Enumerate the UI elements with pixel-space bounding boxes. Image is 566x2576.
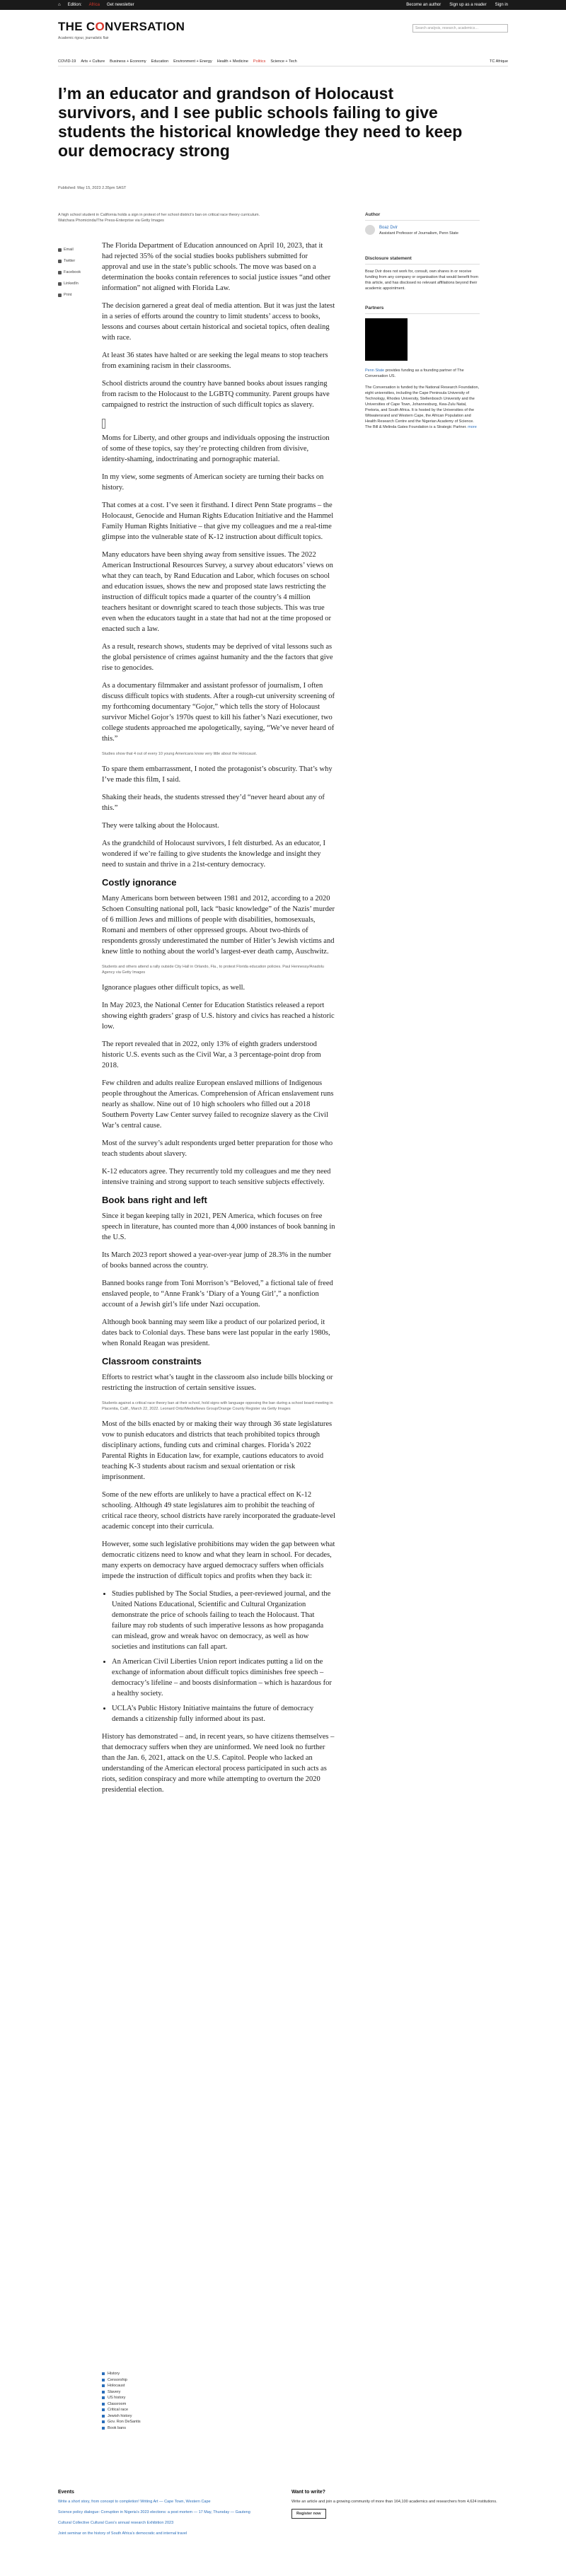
write-heading: Want to write? <box>291 2490 325 2495</box>
top-bar <box>0 0 566 10</box>
hero-credit: Watchara Phomicinda/The Press-Enterprise via Getty Images <box>58 219 164 223</box>
sign-in-link[interactable]: Sign in <box>495 3 508 7</box>
image-icon <box>102 419 105 429</box>
paragraph: Few children and adults realize European enslaved millions of Indigenous people throughout the Americas. Comprehension of African enslavement runs nearly as shallow. Nine out of 10 high schoolers who filled out a 2018 Southern Poverty Law Center survey failed to recognize slavery as the Civil War’s central cause. <box>102 1079 334 1130</box>
sidebar <box>365 212 480 444</box>
tag-icon <box>102 2372 105 2375</box>
register-button[interactable]: Register now <box>291 2509 326 2519</box>
event-item[interactable]: Write a short story, from concept to completion! Writing Art — Cape Town, Western Cape <box>58 2500 211 2504</box>
paragraph: The decision garnered a great deal of media attention. But it was just the latest in a series of efforts around the country to limit students’ access to books, lessons and courses about certain historical and societal topics, often dealing with race. <box>102 302 335 342</box>
paragraph: Some of the new efforts are unlikely to have a practical effect on K-12 schooling. Although 49 state legislatures aim to prohibit the teaching of critical race theory, school districts have rarely incorporated the graduate-level academic concept into their curricula. <box>102 1491 335 1531</box>
paragraph: History has demonstrated – and, in recent years, so have citizens themselves – that democracy suffers when they are uninformed. We need look no further than the Jan. 6, 2021, attack on the U.S. Capitol. People who lacked an understanding of the American electoral process participated in such acts as riots, sedition conspiracy and more while attempting to overturn the 2020 presidential election. <box>102 1733 335 1794</box>
nav-item-business[interactable]: Business + Economy <box>110 59 146 64</box>
event-item[interactable]: Science policy dialogue: Corruption in Nigeria’s 2023 elections: a post mortem — 17 May, Thursday — Gauteng <box>58 2510 250 2514</box>
paragraph: Banned books range from Toni Morrison’s “Beloved,” a fictional tale of freed enslaved people, to “Anne Frank’s ‘Diary of a Young Girl’,” a nonfiction account of a Jewish girl’s life under Nazi occupation. <box>102 1280 333 1309</box>
list-item: • UCLA’s Public History Initiative maintains the future of democracy demands a citizenship fully informed about its past. <box>112 1703 335 1724</box>
event-item[interactable]: Cultural Collective Cultural Cues’s annual research Exhibition 2023 <box>58 2521 174 2525</box>
paragraph: As the grandchild of Holocaust survivors, I felt disturbed. As an educator, I wondered if we’re failing to give students the knowledge and insight they need to sustain and thrive in a 21st-century democracy. <box>102 840 325 869</box>
share-tools <box>58 244 86 301</box>
embedded-image-placeholder <box>102 417 335 429</box>
facebook-icon <box>58 271 62 274</box>
print-icon <box>58 294 62 297</box>
write-text: Write an article and join a growing community of more than 164,100 academics and researchers from 4,624 institutions. <box>291 2500 497 2504</box>
paragraph: They were talking about the Holocaust. <box>102 822 219 830</box>
paragraph: Its March 2023 report showed a year-over-year jump of 28.3% in the number of books banned across the country. <box>102 1251 332 1270</box>
nav-item-education[interactable]: Education <box>151 59 169 64</box>
paragraph: To spare them embarrassment, I noted the protagonist’s obscurity. That’s why I’ve made this film, I said. <box>102 765 333 784</box>
paragraph: School districts around the country have banned books about issues ranging from racism to the Holocaust to the LGBTQ community. Parent groups have campaigned to restrict the instruction of such difficult topics as slavery. <box>102 380 330 409</box>
tag-link[interactable]: Censorship <box>102 2377 141 2384</box>
tag-link[interactable]: US history <box>102 2395 141 2401</box>
disclosure-heading: Disclosure statement <box>365 256 480 265</box>
publish-date: Published: May 15, 2023 2.35pm SAST <box>58 186 127 190</box>
tag-icon <box>102 2384 105 2387</box>
tag-link[interactable]: Critical race <box>102 2407 141 2413</box>
edition-label: Edition: <box>67 3 82 7</box>
paragraph: Many educators have been shying away from sensitive issues. The 2022 American Instructional Resources Survey, a survey about educators’ views on what they can teach, by Rand Education and Labor, which focuses on school and education issues, shows the new and proposed state laws restricting the instruction of difficult topics made a quarter of the country’s 4 million teachers hesitant or downright scared to teach those subjects. This was true even when the educators taught in a state that had not at the time proposed or enacted such a law. <box>102 551 333 633</box>
tag-link[interactable]: Classroom <box>102 2401 141 2408</box>
paragraph: Moms for Liberty, and other groups and individuals opposing the instruction of some of these topics, say they’re protecting children from divisive, identity-shaming, indoctrinating and pornographic material. <box>102 434 330 463</box>
nav-item-covid[interactable]: COVID-19 <box>58 59 76 64</box>
tag-link[interactable]: Jewish history <box>102 2413 141 2420</box>
edition-selector[interactable]: Africa <box>88 3 100 7</box>
author-role: Assistant Professor of Journalism, Penn State <box>379 231 458 236</box>
author-heading: Author <box>365 212 480 221</box>
article-tags <box>102 2371 141 2431</box>
search-input[interactable] <box>412 24 508 33</box>
paragraph: The Florida Department of Education announced on April 10, 2023, that it had rejected 35% of the social studies books publishers submitted for approval and use in the state’s public schools. The move was based on a determination the books contain references to social justice issues “and other information” not aligned with Florida Law. <box>102 242 331 292</box>
get-newsletter-link[interactable]: Get newsletter <box>106 3 134 7</box>
linkedin-icon <box>58 282 62 286</box>
home-icon[interactable]: ⌂ <box>58 3 61 7</box>
paragraph: The report revealed that in 2022, only 13% of eighth graders understood historic U.S. events such as the Civil War, a 3 percentage-point drop from 2018. <box>102 1040 321 1069</box>
nav-item-health[interactable]: Health + Medicine <box>216 59 248 64</box>
paragraph: K-12 educators agree. They recurrently told my colleagues and me they need intensive training and strong support to teach sensitive subjects effectively. <box>102 1168 331 1186</box>
paragraph: At least 36 states have halted or are seeking the legal means to stop teachers from examining racism in their classrooms. <box>102 352 328 370</box>
sign-up-link[interactable]: Sign up as a reader <box>449 3 487 7</box>
bullet-list <box>112 1589 335 1724</box>
tag-icon <box>102 2391 105 2394</box>
events-section <box>58 2490 270 2541</box>
disclosure-text: Boaz Dvir does not work for, consult, own shares in or receive funding from any company or organisation that would benefit from this article, and has disclosed no relevant affiliations beyond their academic appointment. <box>365 269 478 291</box>
author-card[interactable] <box>365 225 480 236</box>
paragraph: Many Americans born between between 1981 and 2012, according to a 2020 Schoen Consulting national poll, lack “basic knowledge” of the Nazis’ murder of 6 million Jews and millions of people with disabilities, homosexuals, Romani and members of other oppressed groups. About two-thirds of respondents grossly underestimated the number of Hitler’s Jewish victims and knew little to nothing about the world’s largest-ever death camp, Auschwitz. <box>102 895 335 956</box>
tag-icon <box>102 2408 105 2411</box>
events-heading: Events <box>58 2490 74 2495</box>
tag-icon <box>102 2403 105 2406</box>
paragraph: However, some such legislative prohibitions may widen the gap between what democratic citizens need to know and what they learn in school. For decades, many experts on democracy have argued democracy suffers when officials impede the instruction of difficult topics and profits when they back it: <box>102 1541 335 1580</box>
share-print[interactable]: Print <box>58 289 86 301</box>
partner-text: provides funding as a founding partner of The Conversation US. <box>365 369 464 378</box>
paragraph: That comes at a cost. I’ve seen it firsthand. I direct Penn State programs – the Holocaust, Genocide and Human Rights Education Initiative and the Hammel Family Human Rights Initiative – that give my colleagues and me a real-time glimpse into the vulnerable state of K-12 instruction about difficult topics. <box>102 501 334 541</box>
tag-link[interactable]: Holocaust <box>102 2383 141 2389</box>
hero-caption <box>58 212 355 224</box>
event-item[interactable]: Joint seminar on the history of South Africa’s democratic and internal travel <box>58 2531 187 2536</box>
paragraph: As a result, research shows, students may be deprived of vital lessons such as the global persistence of crimes against humanity and the the factors that give rise to genocides. <box>102 643 333 672</box>
nav-item-environment[interactable]: Environment + Energy <box>173 59 212 64</box>
share-linkedin[interactable]: LinkedIn <box>58 278 86 289</box>
figure-caption: Students and others attend a rally outside City Hall in Orlando, Fla., to protest Florida education policies. Paul Hennessy/Anadolu Agency via Getty Images <box>102 965 324 975</box>
become-author-link[interactable]: Become an author <box>406 3 441 7</box>
section-heading: Book bans right and left <box>102 1195 207 1205</box>
partners-section <box>365 306 480 430</box>
paragraph: In May 2023, the National Center for Education Statistics released a report showing eighth graders’ grasp of U.S. history and civics has reached a historic low. <box>102 1002 335 1031</box>
section-heading: Costly ignorance <box>102 877 177 888</box>
section-nav <box>58 57 508 66</box>
tag-link[interactable]: Slavery <box>102 2389 141 2396</box>
tag-link[interactable]: Book bans <box>102 2425 141 2432</box>
section-heading: Classroom constraints <box>102 1356 202 1367</box>
tag-icon <box>102 2379 105 2381</box>
share-twitter[interactable]: Twitter <box>58 255 86 267</box>
article-title: I’m an educator and grandson of Holocaust survivors, and I see public schools failing to give students the historical knowledge they need to keep our democracy strong <box>58 84 463 160</box>
figure-caption: Students against a critical race theory ban at their school, hold signs with language opposing the ban during a school board meeting in Placentia, Calif., March 22, 2022. Leonard Ortiz/MediaNews Group/Orange County Register via Getty Images <box>102 1401 333 1411</box>
tag-link[interactable]: Gov. Ron DeSantis <box>102 2419 141 2425</box>
nav-item-arts[interactable]: Arts + Culture <box>81 59 105 64</box>
avatar <box>365 225 375 235</box>
nav-item-science[interactable]: Science + Tech <box>270 59 297 64</box>
search-placeholder: Search analysis, research, academics… <box>415 26 479 30</box>
tag-icon <box>102 2396 105 2399</box>
author-name[interactable]: Boaz Dvir <box>379 226 398 230</box>
nav-item-region[interactable]: TC Afrique <box>490 59 508 64</box>
nav-item-politics[interactable]: Politics <box>253 59 266 64</box>
tag-link[interactable]: History <box>102 2371 141 2377</box>
paragraph: Since it began keeping tally in 2021, PEN America, which focuses on free speech in literature, has counted more than 4,000 instances of book banning in the U.S. <box>102 1212 335 1241</box>
write-section <box>291 2490 504 2519</box>
paragraph: In my view, some segments of American society are turning their backs on history. <box>102 473 324 492</box>
tag-icon <box>102 2415 105 2418</box>
paragraph: Most of the survey’s adult respondents urged better preparation for those who teach students about slavery. <box>102 1139 333 1158</box>
hero-caption-text: A high school student in California holds a sign in protest of her school district’s ban on critical race theory curriculum. <box>58 213 260 217</box>
paragraph: Although book banning may seem like a product of our polarized period, it dates back to Colonial days. These bans were last popular in the early 1980s, when Ronald Reagan was president. <box>102 1318 330 1347</box>
twitter-icon <box>58 260 62 263</box>
share-email[interactable]: Email <box>58 244 86 255</box>
site-logo[interactable]: THE CONVERSATION <box>58 20 185 33</box>
list-item: • Studies published by The Social Studies, a peer-reviewed journal, and the United Nations Educational, Scientific and Cultural Organization demonstrate the price of schools failing to teach the Holocaust. That failure may rob students of such imperative lessons as how propaganda can mislead, grow and wreak havoc on democracy, as well as how societies and institutions can fall apart. <box>112 1589 335 1652</box>
funding-text: The Conversation is funded by the National Research Foundation, eight universities, including the Cape Peninsula University of Technology, Rhodes University, Stellenbosch University and the Universities of Cape Town, Johannesburg, Kwa-Zulu Natal, Pretoria, and South Africa. It is hosted by the Universities of the Witwatersrand and Western Cape, the African Population and Health Research Centre and the Nigerian Academy of Science. The Bill & Melinda Gates Foundation is a Strategic Partner. more <box>365 385 480 429</box>
email-icon <box>58 248 62 252</box>
paragraph: Most of the bills enacted by or making their way through 36 state legislatures vow to punish educators and districts that teach prohibited topics through disciplinary actions, funding cuts and criminal charges. Florida’s 2022 Parental Rights in Education law, for example, cautions educators to avoid teaching K-3 students about racism and sexual orientation or risk imprisonment. <box>102 1420 333 1481</box>
tag-icon <box>102 2427 105 2430</box>
site-tagline: Academic rigour, journalistic flair <box>58 36 109 40</box>
figure-caption: Studies show that 4 out of every 10 young Americans know very little about the Holocaust. <box>102 752 258 756</box>
paragraph: Shaking their heads, the students stressed they’d “never heard about any of this.” <box>102 794 325 812</box>
paragraph: Ignorance plagues other difficult topics, as well. <box>102 984 246 992</box>
article-body <box>102 240 335 1802</box>
disclosure-section <box>365 256 480 291</box>
more-link[interactable]: more <box>468 425 477 429</box>
partner-logo[interactable] <box>365 318 408 361</box>
paragraph: As a documentary filmmaker and assistant professor of journalism, I often discuss difficult topics with students. After a rough-cut university screening of my forthcoming documentary “Gojor,” which tells the story of Holocaust survivor Michel Gojor’s 1970s quest to kill his father’s Nazi executioner, two college students approached me apologetically, saying, “We’ve never heard of this.” <box>102 682 335 743</box>
tag-icon <box>102 2420 105 2423</box>
share-facebook[interactable]: Facebook <box>58 267 86 278</box>
paragraph: Efforts to restrict what’s taught in the classroom also include bills blocking or restricting the instruction of certain sensitive issues. <box>102 1374 333 1392</box>
masthead <box>0 10 566 52</box>
partners-heading: Partners <box>365 306 480 314</box>
list-item: • An American Civil Liberties Union report indicates putting a lid on the exchange of information about difficult topics diminishes free speech – democracy’s lifeline – and boosts disinformation – which is hazardous for a healthy society. <box>112 1657 335 1699</box>
partner-name-link[interactable]: Penn State <box>365 369 385 373</box>
